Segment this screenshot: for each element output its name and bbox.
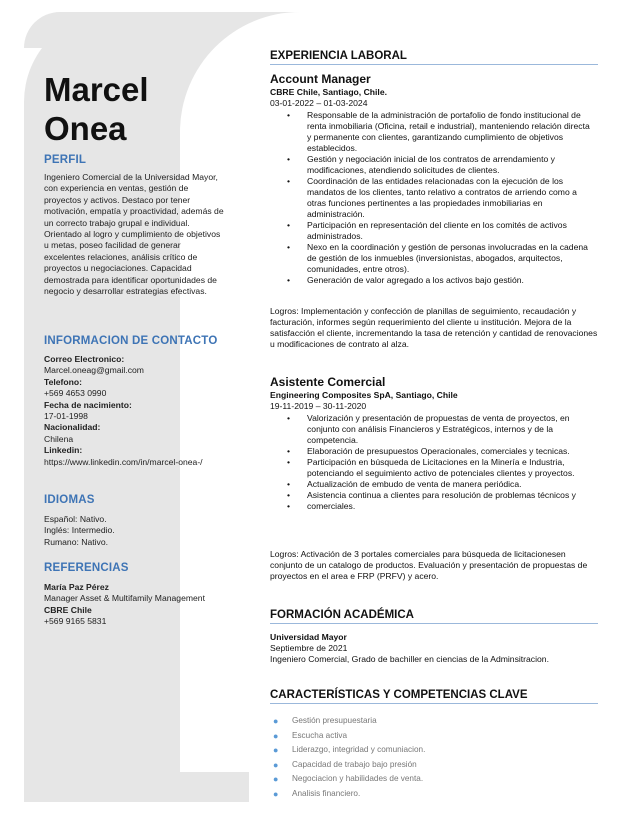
skill-item: ● Gestión presupuestaria: [270, 714, 425, 729]
job-logros: Logros: Activación de 3 portales comerciales para búsqueda de licitacionesen conjunto de un catalogo de productos. Evaluación y presentación de propuestas de proyectos en el area e FRP (PRFV) y acero.: [270, 549, 588, 581]
job-company: CBRE Chile, Santiago, Chile.: [270, 87, 387, 97]
idioma-item: Rumano: Nativo.: [44, 536, 109, 547]
job-company: Engineering Composites SpA, Santiago, Chile: [270, 390, 458, 400]
birth-value: 17-01-1998: [44, 411, 88, 422]
idioma-item: Inglés: Intermedio.: [44, 525, 115, 536]
referencia-role: Manager Asset & Multifamily Management: [44, 593, 205, 604]
job-logros: Logros: Implementación y confección de planillas de seguimiento, recaudación y facturación, informes según requerimiento del cliente u institución. Mejora de la satisfacción el cliente, incrementando la tasa de retención y cantidad de renovaciones u modificaciones de contrato al alza.: [270, 306, 598, 349]
last-name: Onea: [44, 110, 127, 147]
perfil-text: Ingeniero Comercial de la Universidad Mayor, con experiencia en ventas, gestión de proyectos y activos. Destaco por tener motivación, empatía y proactividad, además de un correcto trabajo grupal e individual. Orientado al logro y cumplimiento de objetivos u metas, poseo facilidad de generar excelentes relaciones, análisis crítico de proyectos u negociaciones. Capacidad demostrada para identificar oportunidades de negocio y desarrollar estrategias efectivas.: [44, 172, 224, 297]
list-item: • Nexo en la coordinación y gestión de personas involucradas en la cadena de gestión de los inmuebles (inversionistas, abogados, arquitectos, comunidades, entre otros).: [287, 242, 588, 274]
list-item: • Asistencia continua a clientes para resolución de problemas técnicos y: [287, 490, 576, 500]
referencia-name: María Paz Pérez: [44, 582, 109, 592]
nationality-label: Nacionalidad:: [44, 422, 101, 433]
idioma-item: Español: Nativo.: [44, 514, 107, 524]
birth-label: Fecha de nacimiento:: [44, 399, 132, 410]
list-item: • Elaboración de presupuestos Operacionales, comerciales y tecnicas.: [287, 446, 570, 456]
idiomas-heading: IDIOMAS: [44, 494, 95, 506]
bullet-icon: ●: [273, 774, 279, 784]
referencia-block: [44, 582, 224, 628]
skill-item: ● Analisis financiero.: [270, 787, 425, 802]
contact-block: [44, 354, 224, 468]
list-item: • Participación en representación del cliente en los comités de activos administrados.: [287, 220, 567, 241]
linkedin-link[interactable]: https://www.linkedin.com/in/marcel-onea-/: [44, 456, 203, 467]
referencia-phone: +569 9165 5831: [44, 616, 107, 627]
list-item: • Responsable de la administración de portafolio de fondo institucional de renta inmobiliaria (Oficina, retail e industrial), manteniendo relación directa y permanente con clientes, garantizando cumplimiento de objetivos establecidos.: [287, 110, 590, 153]
email-label: Correo Electronico:: [44, 354, 125, 364]
experiencia-heading: EXPERIENCIA LABORAL: [270, 50, 598, 65]
competencias-heading: CARACTERÍSTICAS Y COMPETENCIAS CLAVE: [270, 689, 598, 704]
job-bullets: [270, 110, 590, 286]
bullet-icon: ●: [273, 716, 279, 726]
phone-label: Telefono:: [44, 376, 83, 387]
school-name: Universidad Mayor: [270, 632, 347, 642]
skill-item: ● Escucha activa: [270, 729, 425, 744]
candidate-name: [44, 70, 149, 148]
bullet-icon: ●: [273, 788, 279, 799]
skill-item: ● Negociacion y habilidades de venta.: [270, 772, 425, 787]
bullet-icon: ●: [273, 730, 279, 741]
degree: Ingeniero Comercial, Grado de bachiller en ciencias de la Adminsitracion.: [270, 654, 549, 664]
idiomas-list: [44, 514, 224, 548]
skills-list: [270, 714, 425, 801]
phone-value: +569 4653 0990: [44, 388, 107, 399]
job-title: Asistente Comercial: [270, 375, 386, 389]
linkedin-label: Linkedin:: [44, 445, 83, 456]
first-name: Marcel: [44, 71, 149, 108]
formacion-block: [270, 632, 598, 665]
list-item: • Actualización de embudo de venta de manera periódica.: [287, 479, 522, 489]
perfil-heading: PERFIL: [44, 154, 87, 166]
referencias-heading: REFERENCIAS: [44, 562, 129, 574]
job-dates: 19-11-2019 – 30-11-2020: [270, 401, 367, 411]
contact-heading: INFORMACION DE CONTACTO: [44, 335, 218, 347]
nationality-value: Chilena: [44, 433, 74, 444]
list-item: • comerciales.: [287, 501, 356, 511]
bullet-icon: ●: [273, 759, 279, 770]
email-value[interactable]: Marcel.oneag@gmail.com: [44, 365, 144, 376]
list-item: • Valorización y presentación de propuestas de venta de proyectos, en conjunto con análisis Financieros y Estratégicos, internos y de la competencia.: [287, 413, 570, 445]
list-item: • Coordinación de las entidades relacionadas con la ejecución de los mandatos de los clientes, tanto relativo a contratos de arriendo como a otras funciones pertinentes a las propiedades inmobiliarias en administración.: [287, 176, 577, 219]
list-item: • Participación en búsqueda de Licitaciones en la Minería e Industria, potenciando el seguimiento activo de potenciales clientes y proyectos.: [287, 457, 575, 478]
graduation-date: Septiembre de 2021: [270, 643, 348, 653]
job-title: Account Manager: [270, 72, 371, 86]
job-bullets: [270, 413, 590, 512]
skill-item: ● Capacidad de trabajo bajo presión: [270, 758, 425, 773]
list-item: • Gestión y negociación inicial de los contratos de arrendamiento y modificaciones, atendiendo solicitudes de clientes.: [287, 154, 555, 175]
formacion-heading: FORMACIÓN ACADÉMICA: [270, 609, 598, 624]
list-item: • Generación de valor agregado a los activos bajo gestión.: [287, 275, 524, 285]
bullet-icon: ●: [273, 745, 279, 755]
skill-item: ● Liderazgo, integridad y comuniacion.: [270, 743, 425, 758]
job-dates: 03-01-2022 – 01-03-2024: [270, 98, 368, 108]
referencia-company: CBRE Chile: [44, 604, 92, 615]
